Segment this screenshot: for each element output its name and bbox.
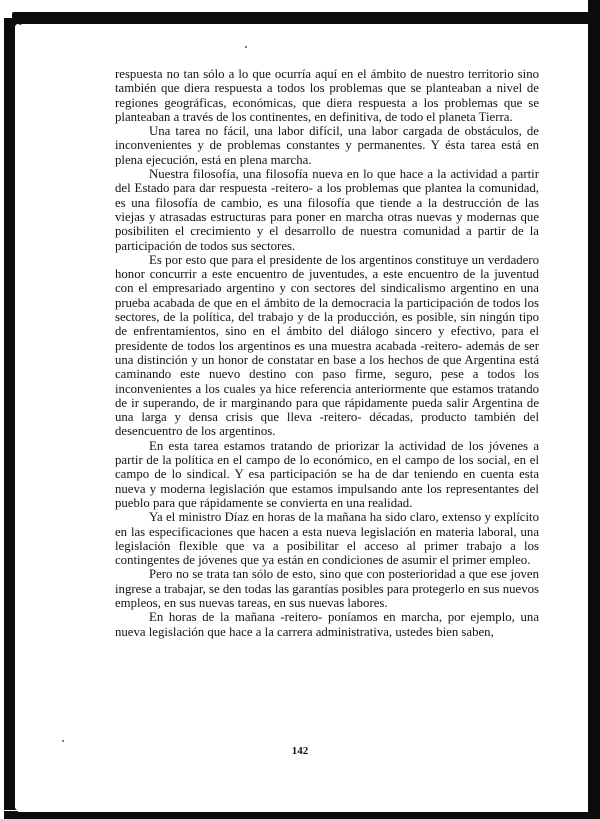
scan-border-right	[588, 0, 600, 819]
scan-speck	[62, 740, 64, 742]
paragraph-8: En horas de la mañana -reitero- poníamos en marcha, por ejemplo, una nueva legislación que hace a la carrera administrativa, ustedes bien saben,	[115, 610, 539, 639]
paragraph-2: Una tarea no fácil, una labor difícil, una labor cargada de obstáculos, de inconvenientes y de problemas constantes y permanentes. Y ésta tarea está en plena ejecución, está en plena marcha.	[115, 124, 539, 167]
scan-border-left	[4, 18, 17, 810]
paragraph-3: Nuestra filosofía, una filosofía nueva en lo que hace a la actividad a partir del Estado para dar respuesta -reitero- a los problemas que plantea la comunidad, es una filosofía de cambio, es una filosofía que tiende a la destrucción de las viejas y atrasadas estructuras para poner en marcha otras nuevas y modernas que posibiliten el crecimiento y el desarrollo de nuestra comunidad a partir de la participación de todos sus sectores.	[115, 167, 539, 253]
document-page	[18, 26, 588, 812]
paragraph-4: Es por esto que para el presidente de los argentinos constituye un verdadero honor concurrir a este encuentro de juventudes, a este encuentro de la juventud con el empresariado argentino y con sectores del sindicalismo argentino en una prueba acabada de que en el ámbito de la democracia la participación de todos los sectores, de la política, del trabajo y de la producción, es posible, sin ningún tipo de enfrentamientos, sino en el ámbito del diálogo sincero y efectivo, para el presidente de todos los argentinos es una muestra acabada -reitero- además de ser una distinción y un honor de constatar en base a los hechos de que Argentina está caminando este nuevo destino con paso firme, seguro, pese a todos los inconvenientes a los cuales ya hice referencia anteriormente que estamos tratando de ir superando, de ir marginando para que rápidamente pueda salir Argentina de una larga y densa crisis que lleva -reitero- décadas, producto también del desencuentro de los argentinos.	[115, 252, 539, 439]
paragraph-1: respuesta no tan sólo a lo que ocurría aquí en el ámbito de nuestro territorio sino también que diera respuesta a todos los problemas que se planteaban a nivel de regiones geográficas, económicas, que diera respuesta a los problemas que se planteaban a través de los continentes, en definitiva, de todo el planeta Tierra.	[115, 67, 539, 124]
paragraph-6: Ya el ministro Díaz en horas de la mañana ha sido claro, extenso y explícito en las especificaciones que hacen a esta nueva legislación en materia laboral, una legislación flexible que va a posibilitar el acceso al primer trabajo a los contingentes de jóvenes que ya están en condiciones de asumir el primer empleo.	[115, 510, 539, 568]
scan-border-top	[12, 12, 597, 26]
scan-border-bottom	[4, 811, 600, 819]
document-body	[115, 67, 539, 639]
paragraph-7: Pero no se trata tan sólo de esto, sino que con posterioridad a que ese joven ingrese a trabajar, se den todas las garantías posibles para protegerlo en sus nuevos empleos, en sus nuevas tareas, en sus nuevas labores.	[115, 567, 539, 610]
page-number: 142	[291, 745, 309, 757]
paragraph-5: En esta tarea estamos tratando de priorizar la actividad de los jóvenes a partir de la política en el campo de lo económico, en el campo de los social, en el campo de lo sindical. Y esa participación se ha de dar teniendo en cuenta esta nueva y moderna legislación que estamos impulsando ante los representantes del pueblo para que rápidamente se convierta en una realidad.	[115, 438, 539, 510]
scan-speck	[245, 46, 247, 48]
